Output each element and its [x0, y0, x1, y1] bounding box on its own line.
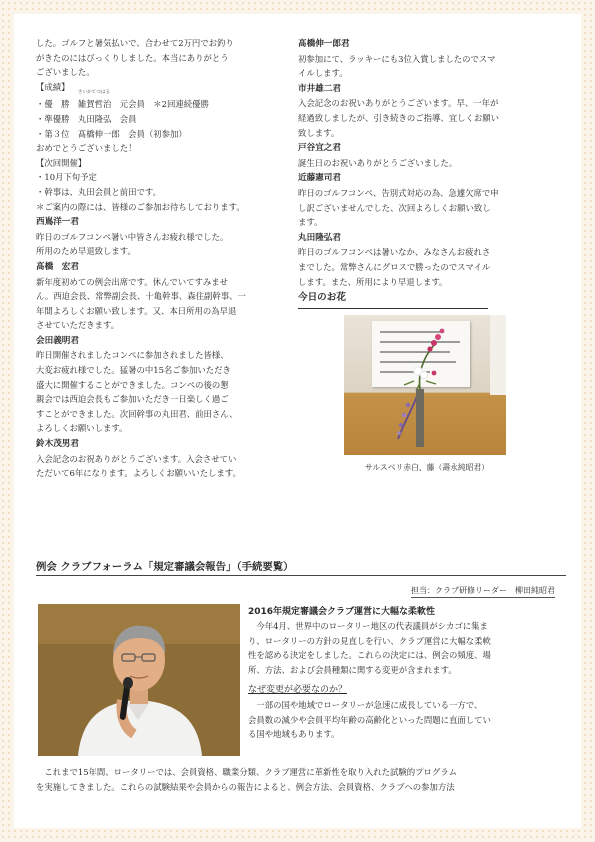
vase-image [416, 389, 424, 447]
member-name: 近藤憲司君 [298, 173, 341, 184]
message-nishijima [36, 215, 288, 259]
message-line: 年間よろしくお願い致します。又、本日所用の為早退 [36, 305, 237, 316]
article-body [248, 619, 548, 742]
article-line: る国や地域もあります。 [248, 729, 340, 740]
message-kondo [298, 171, 556, 229]
article-line: り、ロータリーの方針の見直しを行い、クラブ運営に大幅な柔軟 [248, 635, 491, 646]
member-name: 鈴木茂男君 [36, 439, 79, 450]
message-line: 入会記念のお祝いありがとうございます。早、一年が [298, 98, 499, 109]
right-column [298, 36, 556, 475]
message-line: 致します。 [298, 127, 340, 138]
result-row-winner: ・優 勝 さいかてつはる 雑賀哲治 元会員 ＊2回連続優勝 [36, 97, 288, 112]
next-event-line: ・10月下旬予定 [36, 172, 97, 183]
left-column [36, 36, 288, 481]
next-event-heading: 【次回開催】 [36, 157, 87, 168]
results-heading: 【成績】 [36, 81, 70, 92]
article-line: これまで15年間、ロータリーでは、会員資格、職業分類、クラブ運営に革新性を取り入れた試験的プログラム [44, 767, 457, 777]
message-line: 昨日のゴルフコンペ暑い中皆さんお疲れ様でした。 [36, 231, 229, 242]
congrats-text: おめでとうございました！ [36, 143, 137, 154]
message-maruta [298, 231, 556, 289]
message-takahashi-shinichiro [298, 37, 556, 81]
article-line: 所、方法、および会員種類に関する変更が含まれます。 [248, 664, 457, 675]
message-line: 昨日のゴルフコンペ、告別式対応の為、急遽欠席で申 [298, 187, 499, 198]
message-line: 経過致しましたが、引き続きのご指導、宜しくお願い [298, 112, 499, 123]
message-suzuki [36, 437, 288, 481]
message-line: 昨日のゴルフコンペは暑いなか、みなさんお疲れさ [298, 247, 491, 258]
intro-line: がきたのにはびっくりしました。本当にありがとう [36, 52, 229, 63]
message-line: 入会記念のお祝ありがとうございます。入会させてい [36, 453, 237, 464]
winner-name: さいかてつはる 雑賀哲治 [77, 90, 112, 110]
message-line: イルします。 [298, 68, 348, 79]
article-line: 会員数の減少や会員平均年齢の高齢化といった問題に直面してい [248, 714, 491, 725]
article-title: 2016年規定審議会クラブ運営に大幅な柔軟性 [248, 607, 436, 617]
next-event-line: ＊ご案内の際には、皆様のご参加お待ちしております。 [36, 201, 245, 212]
speaker-figure-image [38, 604, 240, 756]
message-line: 新年度初めての例会出席です。休んでいてすみませ [36, 276, 228, 287]
forum-heading: 例会 クラブフォーラム「規定審議会報告」（手続要覧） [36, 558, 566, 576]
next-event-line: ・幹事は、丸田会員と前田です。 [36, 186, 161, 197]
message-line: 親会では西迫会長もご参加いただき一日楽しく過ご [36, 394, 229, 405]
message-ichii [298, 82, 556, 140]
message-line: までした。常弊さんにグロスで勝ったのでスマイル [298, 261, 491, 272]
message-line: します。また、所用により早退します。 [298, 276, 448, 287]
message-line: 大変お疲れ様でした。猛暑の中15名ご参加いただき [36, 365, 231, 376]
member-name: 会田義明君 [36, 335, 79, 346]
article-subheading: なぜ変更が必要なのか？ [248, 685, 348, 696]
member-name: 西嶌洋一君 [36, 217, 79, 228]
message-line: 初参加にて、ラッキーにも3位入賞しましたのでスマ [298, 53, 496, 64]
speaker-photo [38, 604, 240, 756]
flower-heading: 今日のお花 [298, 291, 488, 309]
message-line: させていただきます。 [36, 320, 120, 331]
member-name: 髙橋伸一郎君 [298, 39, 350, 49]
message-line: ます。 [298, 217, 323, 228]
result-row-third: ・第３位 髙橋伸一郎 会員（初参加） [36, 128, 187, 139]
message-line: 所用のため早退致します。 [36, 246, 136, 257]
newsletter-page [14, 14, 581, 828]
article-line: 今年4月、世界中のロータリー地区の代表議員がシカゴに集ま [256, 621, 488, 631]
flower-caption: サルスベリ赤白、藤（壽永純昭君） [364, 462, 490, 472]
message-line: ただいて6年になります。よろしくお願いいたします。 [36, 468, 241, 479]
message-line: 昨日開催されましたコンペに参加されました皆様、 [36, 350, 229, 361]
message-line: よろしくお願いします。 [36, 423, 128, 434]
article-line: 性を認める決定をしました。これらの決定には、例会の頻度、場 [248, 650, 491, 661]
flower-arrangement-image [344, 315, 506, 455]
message-line: 誕生日のお祝いありがとうございました。 [298, 157, 458, 168]
flower-photo [344, 315, 506, 455]
message-takahashi-hiroshi [36, 260, 288, 333]
message-line: 盛大に開催することができました。コンペの後の懇 [36, 379, 229, 390]
message-aida [36, 334, 288, 436]
article-line: を実施してきました。これらの試験結果や会員からの報告によると、例会方法、会員資格、クラブへの参加方法 [36, 781, 455, 792]
intro-line: した。ゴルフと暑気払いで、合わせて2万円でお釣り [36, 38, 234, 48]
message-line: し訳ございませんでした、次回よろしくお願い致し [298, 202, 491, 213]
message-line: ん。西迫会長、常弊副会長、十亀幹事、森住副幹事、一 [36, 291, 246, 302]
member-name: 戸谷宜之君 [298, 143, 341, 154]
member-name: 丸田隆弘君 [298, 232, 341, 243]
result-row-runner-up: ・準優勝 丸田隆弘 会員 [36, 113, 137, 124]
member-name: 髙橋 宏君 [36, 261, 79, 272]
intro-line: ございました。 [36, 67, 95, 78]
member-name: 市井雄二君 [298, 83, 341, 94]
message-toya [298, 141, 556, 170]
winner-name-ruby: さいかてつはる [77, 90, 111, 96]
message-line: すことができました。次回幹事の丸田君、前田さん、 [36, 408, 238, 419]
forum-credit: 担当：クラブ研修リーダー 柳田純昭君 [411, 585, 555, 598]
article-line: 一部の国や地域でロータリーが急速に成長している一方で、 [256, 699, 483, 710]
article-continuation [36, 765, 550, 794]
